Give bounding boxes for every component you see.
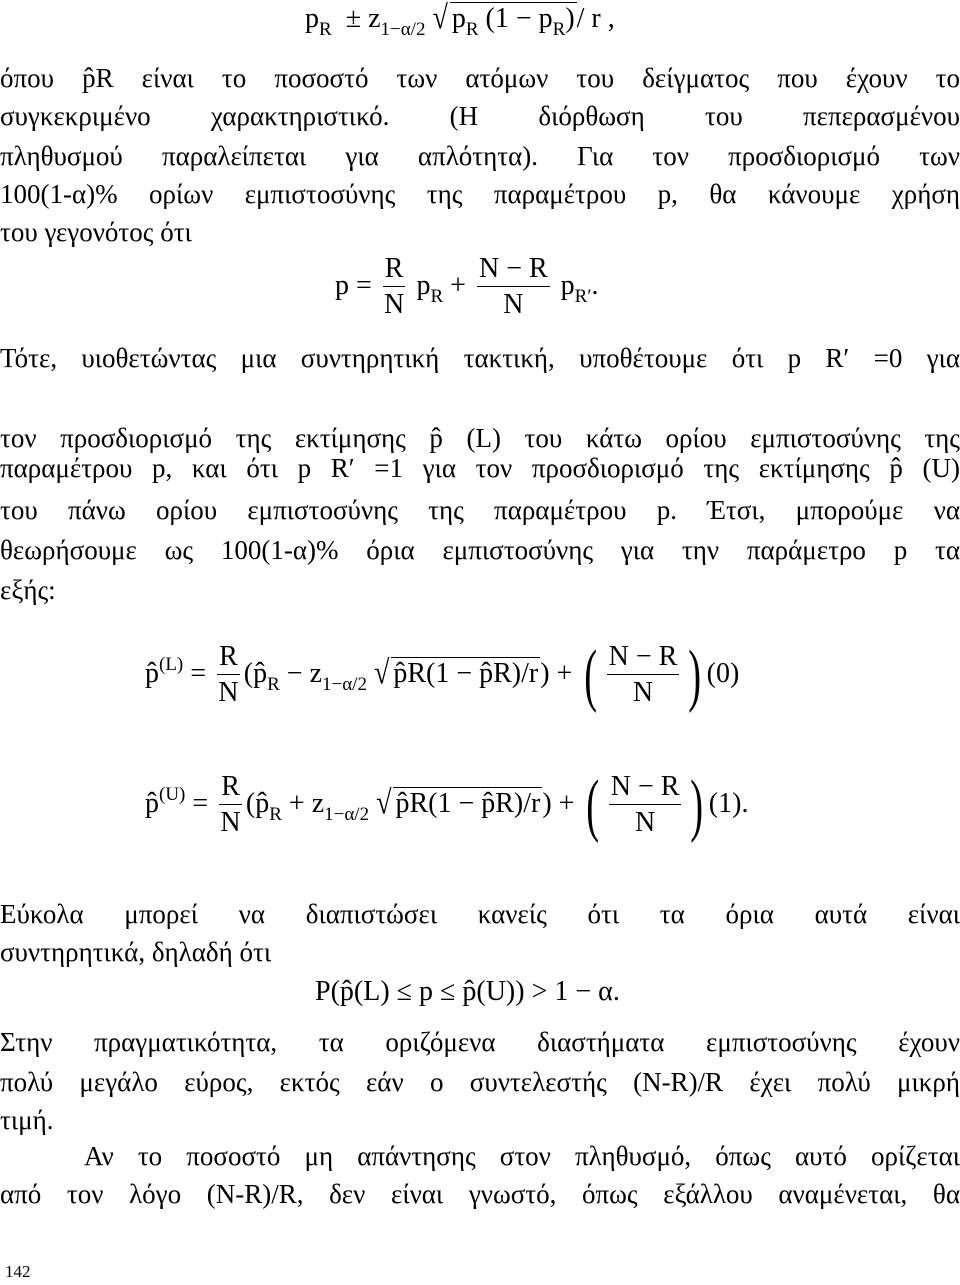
para3-line-2: συντηρητικά, δηλαδή ότι — [0, 937, 272, 967]
para1-line-3: πληθυσμού παραλείπεται για απλότητα). Για τον προσδιορισμό των — [0, 141, 960, 171]
para2-line-4: του πάνω ορίου εμπιστοσύνης της παραμέτρου p. Έτσι, μπορούμε να — [0, 495, 960, 525]
para2-line-2: τον προσδιορισμό της εκτίμησης p̂ (L) του κάτω ορίου εμπιστοσύνης της — [0, 423, 960, 453]
para4-line-1: Στην πραγματικότητα, τα οριζόμενα διαστήματα εμπιστοσύνης έχουν — [0, 1027, 960, 1057]
para1-line-5: του γεγονότος ότι — [0, 217, 192, 247]
para3-line-1: Εύκολα μπορεί να διαπιστώσει κανείς ότι τα όρια αυτά είναι — [0, 899, 960, 929]
formula-p: p = $\frac{R}{N}$ $p_R$ + $\frac{N - R}{N}$ $p_{R'}$. — [335, 253, 599, 320]
para2-line-5: θεωρήσουμε ως 100(1-α)% όρια εμπιστοσύνης για την παράμετρο p τα — [0, 535, 960, 565]
formula-upper-bound: p̂$^{(U)}$ = $\frac{R}{N}$ ($p̂_R + z_{1-\alpha/2}$ √ p̂R(1 − p̂R)/r) + ( $\frac{N - R}{N}$ ) (1). — [145, 766, 749, 844]
formula-probability: P(p̂(L) ≤ p ≤ p̂(U)) > 1 − α. — [315, 976, 620, 1007]
para4-line-2: πολύ μεγάλο εύρος, εκτός εάν ο συντελεστής (N-R)/R έχει πολύ μικρή — [0, 1067, 960, 1097]
para2-line-3: παραμέτρου p, και ότι p R′ =1 για τον προσδιορισμό της εκτίμησης p̂ (U) — [0, 453, 960, 483]
para1-line-2: συγκεκριμένο χαρακτηριστικό. (Η διόρθωση του πεπερασμένου — [0, 101, 960, 131]
page-number: 142 — [5, 1262, 31, 1281]
para1-line-1: όπου p̂R είναι το ποσοστό των ατόμων του δείγματος που έχουν το — [0, 63, 960, 93]
formula-lower-bound: p̂$^{(L)}$ = $\frac{R}{N}$ ($p̂_R - z_{1-\alpha/2}$ √ p̂R(1 − p̂R)/r) + ( $\frac{N - R}{N}$ ) (0) — [145, 636, 740, 714]
para1-line-4: 100(1-α)% ορίων εμπιστοσύνης της παραμέτρου p, θα κάνουμε χρήση — [0, 179, 960, 209]
para5-line-1: Αν το ποσοστό μη απάντησης στον πληθυσμό, όπως αυτό ορίζεται — [84, 1141, 960, 1171]
formula-top: $p_R \pm z_{1-\alpha/2}$ √ $p_R$ $(1 - p_R)/$ r , — [305, 0, 615, 40]
para2-line-1: Τότε, υιοθετώντας μια συντηρητική τακτική, υποθέτουμε ότι p R′ =0 για — [0, 343, 960, 373]
para4-line-3: τιμή. — [0, 1105, 54, 1135]
para2-line-6: εξής: — [0, 575, 56, 605]
para5-line-2: από τον λόγο (N-R)/R, δεν είναι γνωστό, όπως εξάλλου αναμένεται, θα — [0, 1179, 960, 1209]
